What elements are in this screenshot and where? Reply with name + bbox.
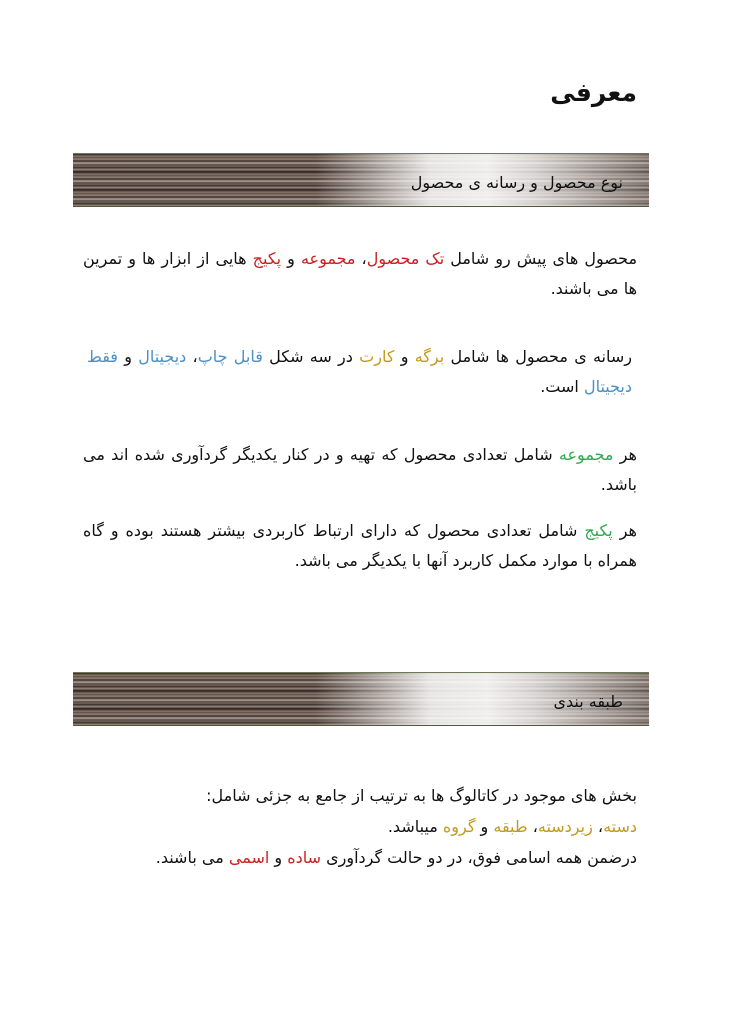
keyword-single-product: تک محصول <box>366 249 445 268</box>
text-span: و <box>475 817 494 836</box>
keyword-digital: دیجیتال <box>138 347 187 366</box>
section-header-product-type <box>73 153 649 207</box>
text-span: می باشند. <box>155 848 229 867</box>
page-title: معرفی <box>550 78 637 107</box>
text-span: ، <box>527 817 538 836</box>
paragraph-classification <box>83 780 637 873</box>
text-span: هر <box>613 445 637 464</box>
keyword-named: اسمی <box>228 848 270 867</box>
keyword-class: طبقه <box>493 817 528 836</box>
text-span: رسانه ی محصول ها شامل <box>444 347 633 366</box>
section-title-classification: طبقه بندی <box>553 692 623 711</box>
paragraph-product-media <box>87 342 632 402</box>
section-header-classification <box>73 672 649 726</box>
paragraph-package-definition <box>83 516 637 576</box>
text-span: و <box>117 347 139 366</box>
keyword-category: دسته <box>603 817 637 836</box>
keyword-simple: ساده <box>287 848 321 867</box>
keyword-subcategory: زیردسته <box>537 817 593 836</box>
text-span: شامل تعدادی محصول که تهیه و در کنار یکدیگر گردآوری شده اند می باشد. <box>83 445 637 494</box>
keyword-sheet: برگه <box>414 347 445 366</box>
text-span: و <box>394 347 415 366</box>
text-span: محصول های پیش رو شامل <box>444 249 638 268</box>
text-span: ، <box>592 817 604 836</box>
section-title-product-type: نوع محصول و رسانه ی محصول <box>410 173 623 192</box>
text-span: ، <box>186 347 198 366</box>
keyword-collection: مجموعه <box>300 249 356 268</box>
keyword-group: گروه <box>442 817 476 836</box>
text-span: در سه شکل <box>262 347 360 366</box>
keyword-package: پکیج <box>584 521 613 540</box>
text-span: درضمن همه اسامی فوق، در دو حالت گردآوری <box>321 848 637 867</box>
text-span: و <box>269 848 288 867</box>
keyword-collection: مجموعه <box>558 445 614 464</box>
paragraph-collection-definition <box>83 440 637 500</box>
text-span: و <box>281 249 301 268</box>
paragraph-product-types <box>83 244 637 304</box>
text-span: میباشد. <box>387 817 443 836</box>
text-span: بخش های موجود در کاتالوگ ها به ترتیب از جامع به جزئی شامل: <box>206 786 637 805</box>
keyword-printable: قابل چاپ <box>197 347 263 366</box>
text-span: شامل تعدادی محصول که دارای ارتباط کاربردی بیشتر هستند بوده و گاه همراه با موارد مکمل کاربرد آنها با یکدیگر می باشد. <box>83 521 637 570</box>
keyword-package: پکیج <box>252 249 282 268</box>
text-span: ، <box>355 249 367 268</box>
keyword-digital-only: فقط دیجیتال <box>87 347 632 396</box>
keyword-card: کارت <box>359 347 395 366</box>
text-span: هایی از ابزار ها و تمرین ها می باشند. <box>83 249 637 298</box>
text-span: است. <box>540 377 584 396</box>
text-span: هر <box>612 521 637 540</box>
